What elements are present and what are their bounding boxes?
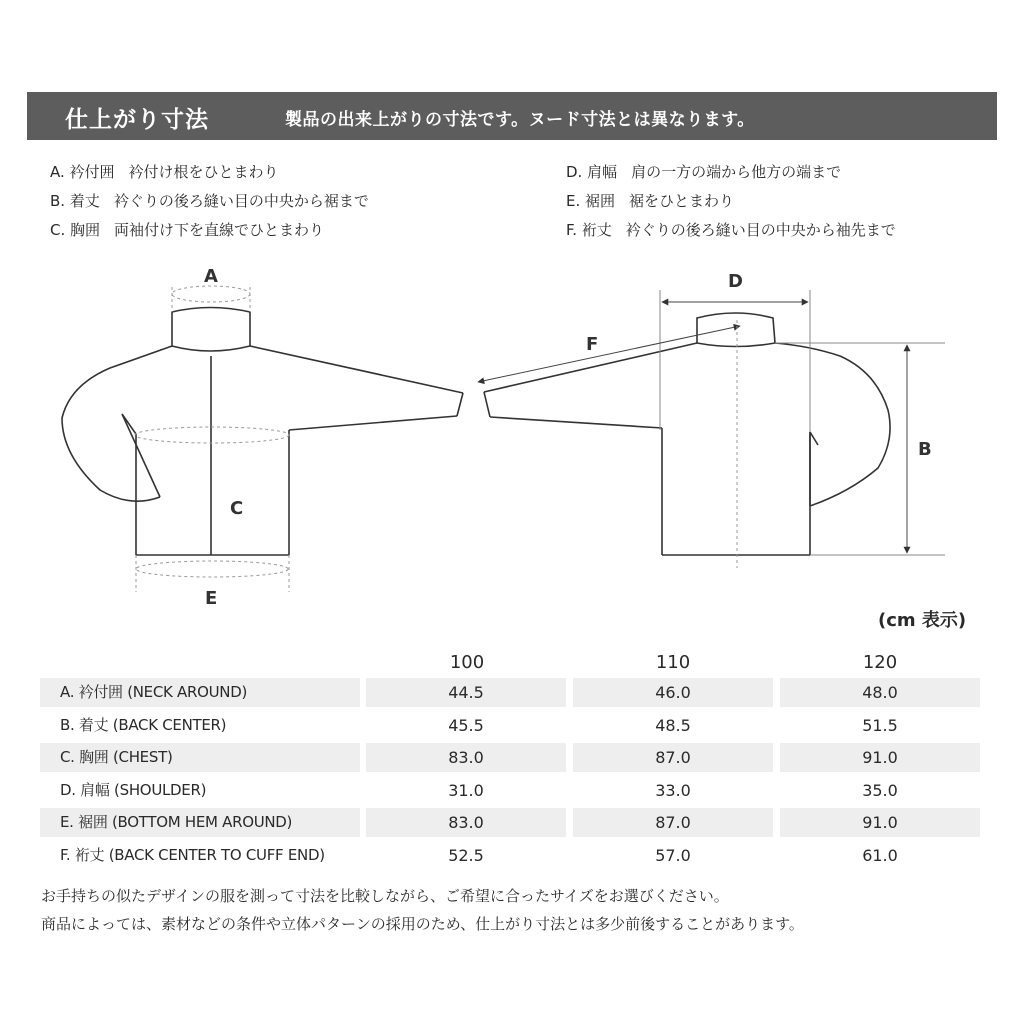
row-value: 51.5 — [862, 715, 898, 735]
page-title: 仕上がり寸法 — [65, 107, 209, 133]
table-row — [40, 808, 984, 837]
row-label: A. 衿付囲 (NECK AROUND) — [40, 678, 360, 707]
column-header-120: 120 — [862, 652, 898, 673]
legend-key: D. 肩幅 — [566, 163, 618, 181]
table-row — [40, 711, 984, 740]
table-row — [40, 776, 984, 805]
row-value: 52.5 — [448, 845, 484, 865]
row-value: 45.5 — [448, 715, 484, 735]
back-dimensions — [478, 290, 945, 568]
legend-key: B. 着丈 — [50, 192, 100, 210]
label-e: E — [205, 588, 218, 609]
legend-desc: 肩の一方の端から他方の端まで — [631, 163, 842, 181]
row-value: 91.0 — [780, 808, 980, 837]
legend-desc: 裾をひとまわり — [629, 192, 735, 210]
row-value: 57.0 — [655, 845, 691, 865]
legend-desc: 両袖付け下を直線でひとまわり — [114, 221, 325, 239]
row-label: E. 裾囲 (BOTTOM HEM AROUND) — [40, 808, 360, 837]
row-value: 48.5 — [655, 715, 691, 735]
legend-desc: 衿ぐりの後ろ縫い目の中央から裾まで — [113, 192, 369, 210]
row-value: 31.0 — [448, 780, 484, 800]
table-row — [40, 678, 984, 707]
row-value: 33.0 — [655, 780, 691, 800]
row-value: 91.0 — [780, 743, 980, 772]
row-value: 44.5 — [366, 678, 566, 707]
column-header-100: 100 — [449, 652, 485, 673]
row-label: F. 裄丈 (BACK CENTER TO CUFF END) — [60, 845, 325, 864]
legend-key: A. 衿付囲 — [50, 163, 115, 181]
legend-desc: 衿付け根をひとまわり — [128, 163, 279, 181]
row-value: 83.0 — [366, 743, 566, 772]
label-f: F — [586, 334, 599, 355]
legend-desc: 衿ぐりの後ろ縫い目の中央から袖先まで — [625, 221, 896, 239]
row-value: 87.0 — [573, 808, 773, 837]
table-row — [40, 841, 984, 870]
label-a: A — [204, 266, 218, 287]
label-d: D — [728, 271, 743, 292]
legend-key: F. 裄丈 — [566, 221, 612, 239]
page-subtitle: 製品の出来上がりの寸法です。ヌード寸法とは異なります。 — [285, 110, 755, 130]
row-label: B. 着丈 (BACK CENTER) — [60, 715, 227, 734]
row-value: 87.0 — [573, 743, 773, 772]
legend-key: C. 胸囲 — [50, 221, 101, 239]
row-label: C. 胸囲 (CHEST) — [40, 743, 360, 772]
row-value: 83.0 — [366, 808, 566, 837]
column-header-110: 110 — [655, 652, 691, 673]
row-label: D. 肩幅 (SHOULDER) — [60, 780, 207, 799]
unit-label: (cm 表示) — [878, 610, 967, 631]
note-1: お手持ちの似たデザインの服を測って寸法を比較しながら、ご希望に合ったサイズをお選びください。 — [41, 887, 729, 905]
row-value: 61.0 — [862, 845, 898, 865]
row-value: 35.0 — [862, 780, 898, 800]
label-b: B — [918, 439, 932, 460]
note-2: 商品によっては、素材などの条件や立体パターンの採用のため、仕上がり寸法とは多少前後することがあります。 — [41, 915, 804, 933]
row-value: 46.0 — [573, 678, 773, 707]
front-view — [62, 308, 463, 556]
label-c: C — [230, 498, 244, 519]
legend-key: E. 裾囲 — [566, 192, 616, 210]
back-view — [484, 313, 890, 555]
table-row — [40, 743, 984, 772]
row-value: 48.0 — [780, 678, 980, 707]
